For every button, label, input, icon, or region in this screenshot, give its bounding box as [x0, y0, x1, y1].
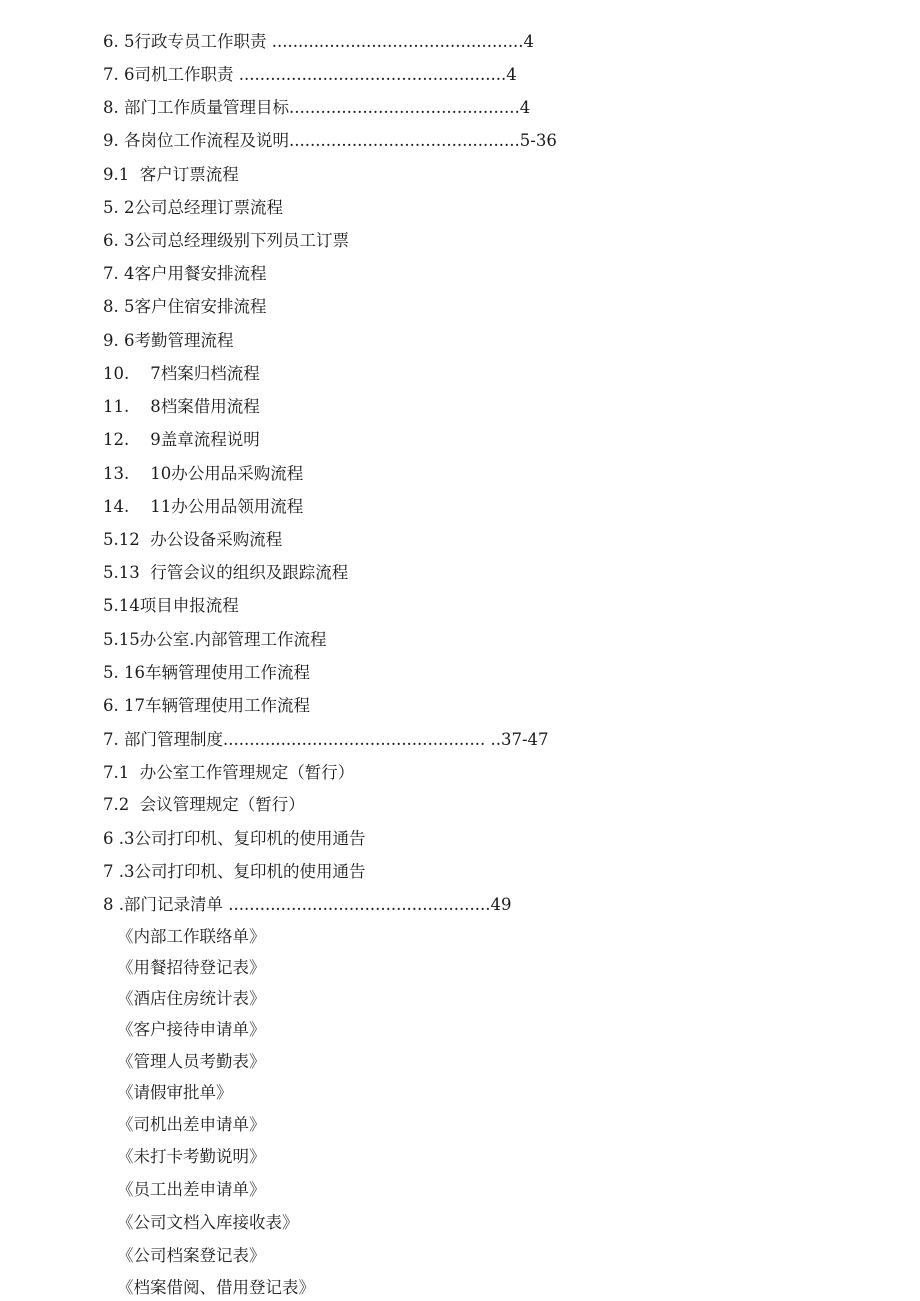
toc-entry-printer-notice-2: 7 .3公司打印机、复印机的使用通告 [103, 862, 366, 881]
toc-entry-vehicle-2: 6. 17车辆管理使用工作流程 [103, 696, 310, 715]
form-item: 《员工出差申请单》 [117, 1180, 266, 1199]
toc-entry-staff-ticket: 6. 3公司总经理级别下列员工订票 [103, 231, 349, 250]
form-item: 《司机出差申请单》 [117, 1115, 266, 1134]
toc-entry-vehicle-1: 5. 16车辆管理使用工作流程 [103, 663, 310, 682]
toc-entry-client-meals: 7. 4客户用餐安排流程 [103, 264, 267, 283]
toc-entry-gm-ticket: 5. 2公司总经理订票流程 [103, 198, 283, 217]
form-item: 《公司档案登记表》 [117, 1246, 266, 1265]
form-item: 《客户接待申请单》 [117, 1020, 266, 1039]
toc-entry-dept-rules: 7. 部门管理制度.................................................. ..37-47 [103, 730, 549, 749]
form-item: 《管理人员考勤表》 [117, 1052, 266, 1071]
toc-entry-records-list: 8 .部门记录清单 ..................................................49 [103, 895, 512, 914]
toc-entry-workflows: 9. 各岗位工作流程及说明............................................5-36 [103, 131, 557, 150]
toc-entry-supplies-use: 14. 11办公用品领用流程 [103, 497, 304, 516]
form-item: 《未打卡考勤说明》 [117, 1147, 266, 1166]
toc-entry-seal: 12. 9盖章流程说明 [103, 430, 260, 449]
toc-entry-archive-filing: 10. 7档案归档流程 [103, 364, 260, 383]
form-item: 《请假审批单》 [117, 1083, 233, 1102]
toc-entry-supplies-purchase: 13. 10办公用品采购流程 [103, 464, 304, 483]
form-item: 《用餐招待登记表》 [117, 958, 266, 977]
form-item: 《酒店住房统计表》 [117, 989, 266, 1008]
toc-entry-project-application: 5.14项目申报流程 [103, 596, 239, 615]
toc-entry-office-internal: 5.15办公室.内部管理工作流程 [103, 630, 327, 649]
toc-entry-office-rules: 7.1 办公室工作管理规定（暂行） [103, 763, 355, 782]
toc-entry-client-ticket: 9.1 客户订票流程 [103, 165, 239, 184]
toc-entry-meeting-tracking: 5.13 行管会议的组织及跟踪流程 [103, 563, 349, 582]
toc-entry-driver-duties: 7. 6司机工作职责 ...................................................4 [103, 65, 517, 84]
form-item: 《内部工作联络单》 [117, 927, 266, 946]
toc-entry-quality-goals: 8. 部门工作质量管理目标............................................4 [103, 98, 531, 117]
toc-entry-equipment-purchase: 5.12 办公设备采购流程 [103, 530, 283, 549]
toc-entry-admin-duties: 6. 5行政专员工作职责 ................................................4 [103, 32, 534, 51]
toc-entry-client-lodging: 8. 5客户住宿安排流程 [103, 297, 267, 316]
toc-entry-attendance: 9. 6考勤管理流程 [103, 331, 234, 350]
toc-entry-printer-notice-1: 6 .3公司打印机、复印机的使用通告 [103, 829, 366, 848]
toc-entry-archive-borrow: 11. 8档案借用流程 [103, 397, 260, 416]
form-item: 《公司文档入库接收表》 [117, 1213, 299, 1232]
toc-entry-meeting-rules: 7.2 会议管理规定（暂行） [103, 795, 305, 814]
form-item: 《档案借阅、借用登记表》 [117, 1278, 315, 1297]
